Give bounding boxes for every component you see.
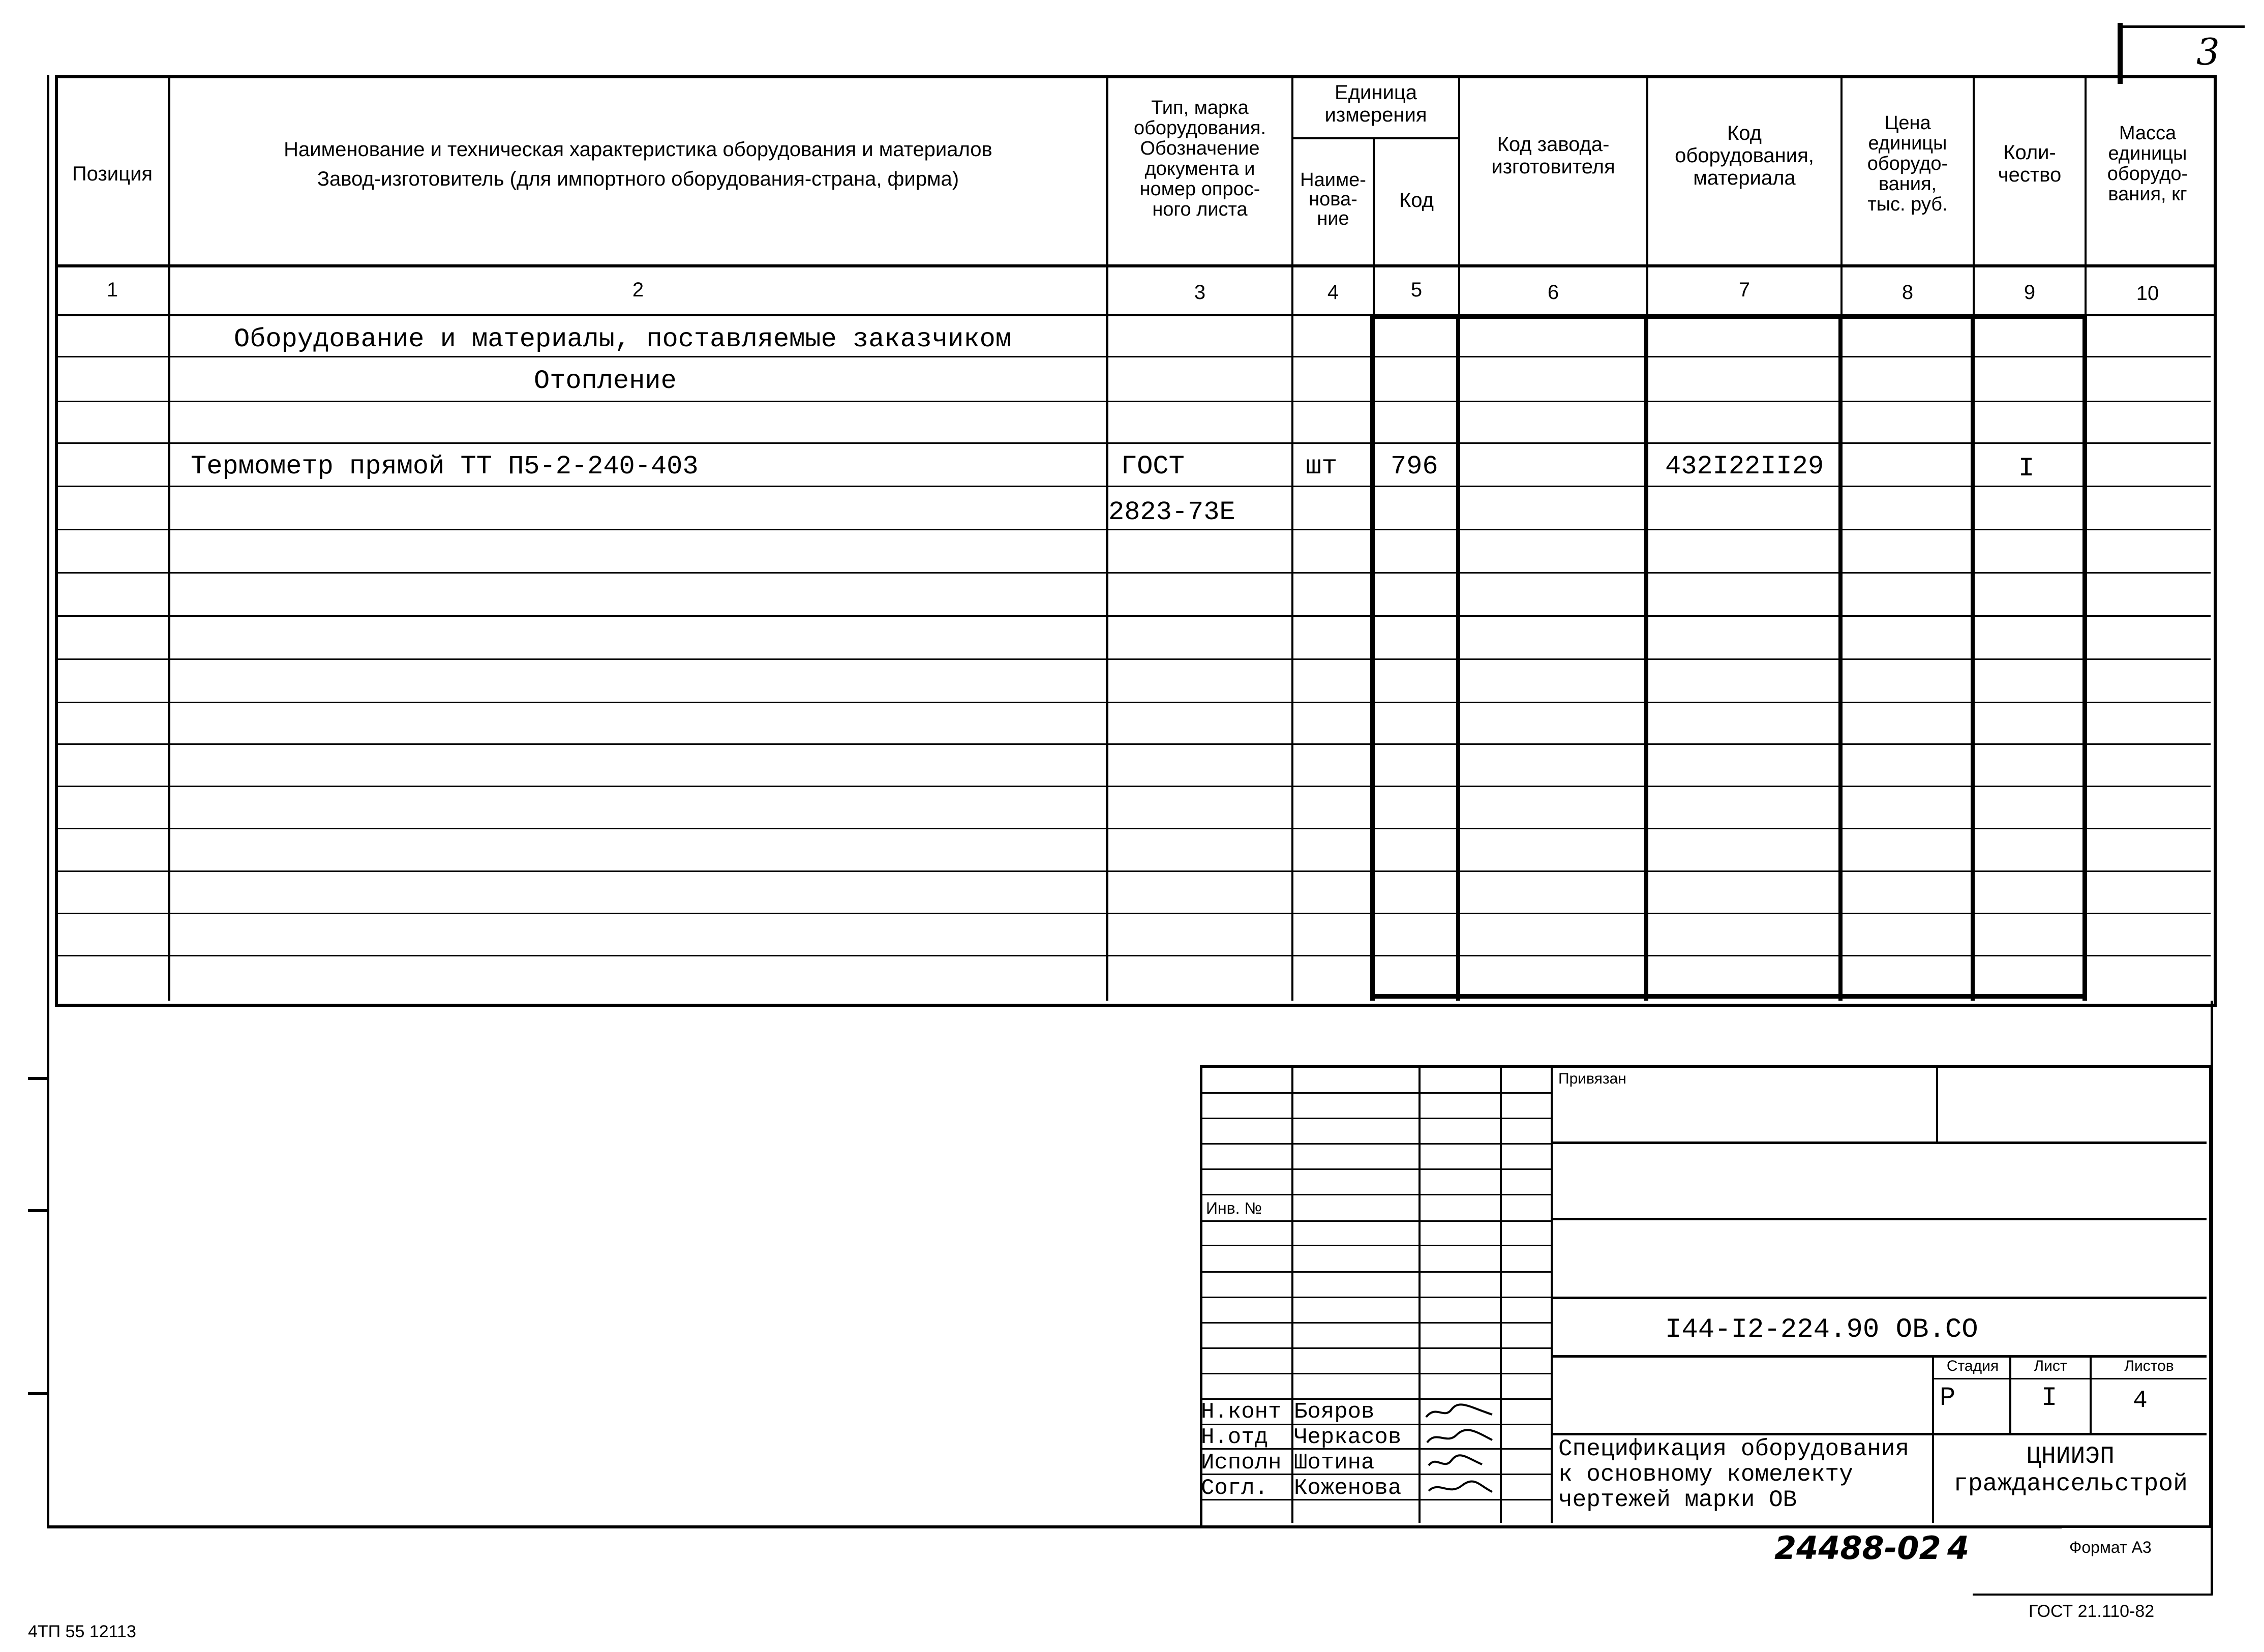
gost-label: ГОСТ 21.110-82	[2029, 1602, 2155, 1621]
format-label: Формат А3	[2069, 1538, 2152, 1556]
item-name: Термометр прямой ТТ П5-2-240-403	[191, 452, 699, 482]
column-number: 9	[2024, 281, 2036, 304]
column-number: 2	[632, 279, 644, 301]
header-name-line1: Наименование и техническая характеристика оборудования и материалов	[284, 138, 992, 161]
sheets-label: Листов	[2124, 1358, 2174, 1374]
section-title: Оборудование и материалы, поставляемые заказчиком	[234, 324, 1012, 354]
header-unit-code: Код	[1399, 189, 1434, 212]
name-dept-head: Черкасов	[1294, 1425, 1402, 1450]
item-unit-name: шт	[1306, 452, 1338, 482]
header-type: Тип, марка оборудования. Обозначение документа и номер опрос- ного листа	[1133, 97, 1266, 220]
role-dept-head: Н.отд	[1201, 1425, 1269, 1450]
column-number: 6	[1547, 281, 1559, 304]
signature-marks	[1421, 1399, 1497, 1501]
item-unit-code: 796	[1391, 452, 1438, 482]
item-doc-line1: ГОСТ	[1121, 452, 1185, 482]
column-number: 1	[106, 279, 118, 301]
item-quantity: I	[2018, 454, 2035, 484]
header-name-line2: Завод-изготовитель (для импортного оборудования-страна, фирма)	[317, 168, 959, 190]
sheets-value: 4	[2133, 1387, 2148, 1415]
column-number: 10	[2136, 282, 2159, 305]
header-mass: Масса единицы оборудо- вания, кг	[2107, 123, 2188, 205]
corner-box	[2118, 23, 2123, 84]
header-price: Цена единицы оборудо- вания, тыс. руб.	[1867, 112, 1948, 215]
name-executor: Шотина	[1294, 1450, 1375, 1476]
stage-label: Стадия	[1946, 1358, 1999, 1374]
document-designation: I44-I2-224.90 ОВ.СО	[1665, 1314, 1978, 1345]
header-quantity: Коли- чество	[1998, 141, 2062, 186]
role-approval: Согл.	[1201, 1476, 1269, 1501]
organization-name: ЦНИИЭП гражданcельстрой	[1953, 1443, 2188, 1498]
document-title: Спецификация оборудования к основному комелекту чертежей марки ОВ	[1558, 1436, 1910, 1513]
column-number: 3	[1194, 281, 1206, 304]
header-position: Позиция	[72, 163, 153, 185]
header-unit-group: Единица измерения	[1324, 81, 1427, 126]
archive-number: 24488-02	[1774, 1529, 1941, 1567]
column-number: 4	[1327, 281, 1339, 304]
header-unit-name: Наиме- нова- ние	[1300, 169, 1366, 229]
item-doc-line2: 2823-73Е	[1108, 497, 1235, 527]
archive-page: 4	[1947, 1529, 1970, 1567]
column-number: 7	[1738, 279, 1750, 301]
name-norm-control: Бояров	[1294, 1399, 1375, 1425]
stage-value: Р	[1940, 1383, 1956, 1413]
subsection-title: Отопление	[534, 366, 677, 396]
name-approval: Коженова	[1294, 1476, 1402, 1501]
privyazan-label: Привязан	[1558, 1070, 1626, 1087]
header-material-code: Код оборудования, материала	[1675, 122, 1814, 189]
header-factory-code: Код завода- изготовителя	[1491, 133, 1615, 178]
item-material-code: 432I22II29	[1665, 452, 1824, 482]
role-executor: Исполн	[1201, 1450, 1282, 1476]
corner-sheet-number: 3	[2196, 31, 2220, 73]
sheet-label: Лист	[2034, 1358, 2067, 1374]
column-number: 5	[1410, 279, 1423, 301]
role-norm-control: Н.конт	[1201, 1399, 1282, 1425]
left-code-label: 4ТП 55 12113	[28, 1622, 136, 1641]
sheet-value: I	[2041, 1383, 2058, 1413]
column-number: 8	[1901, 281, 1914, 304]
inventory-number-label: Инв. №	[1206, 1199, 1262, 1217]
